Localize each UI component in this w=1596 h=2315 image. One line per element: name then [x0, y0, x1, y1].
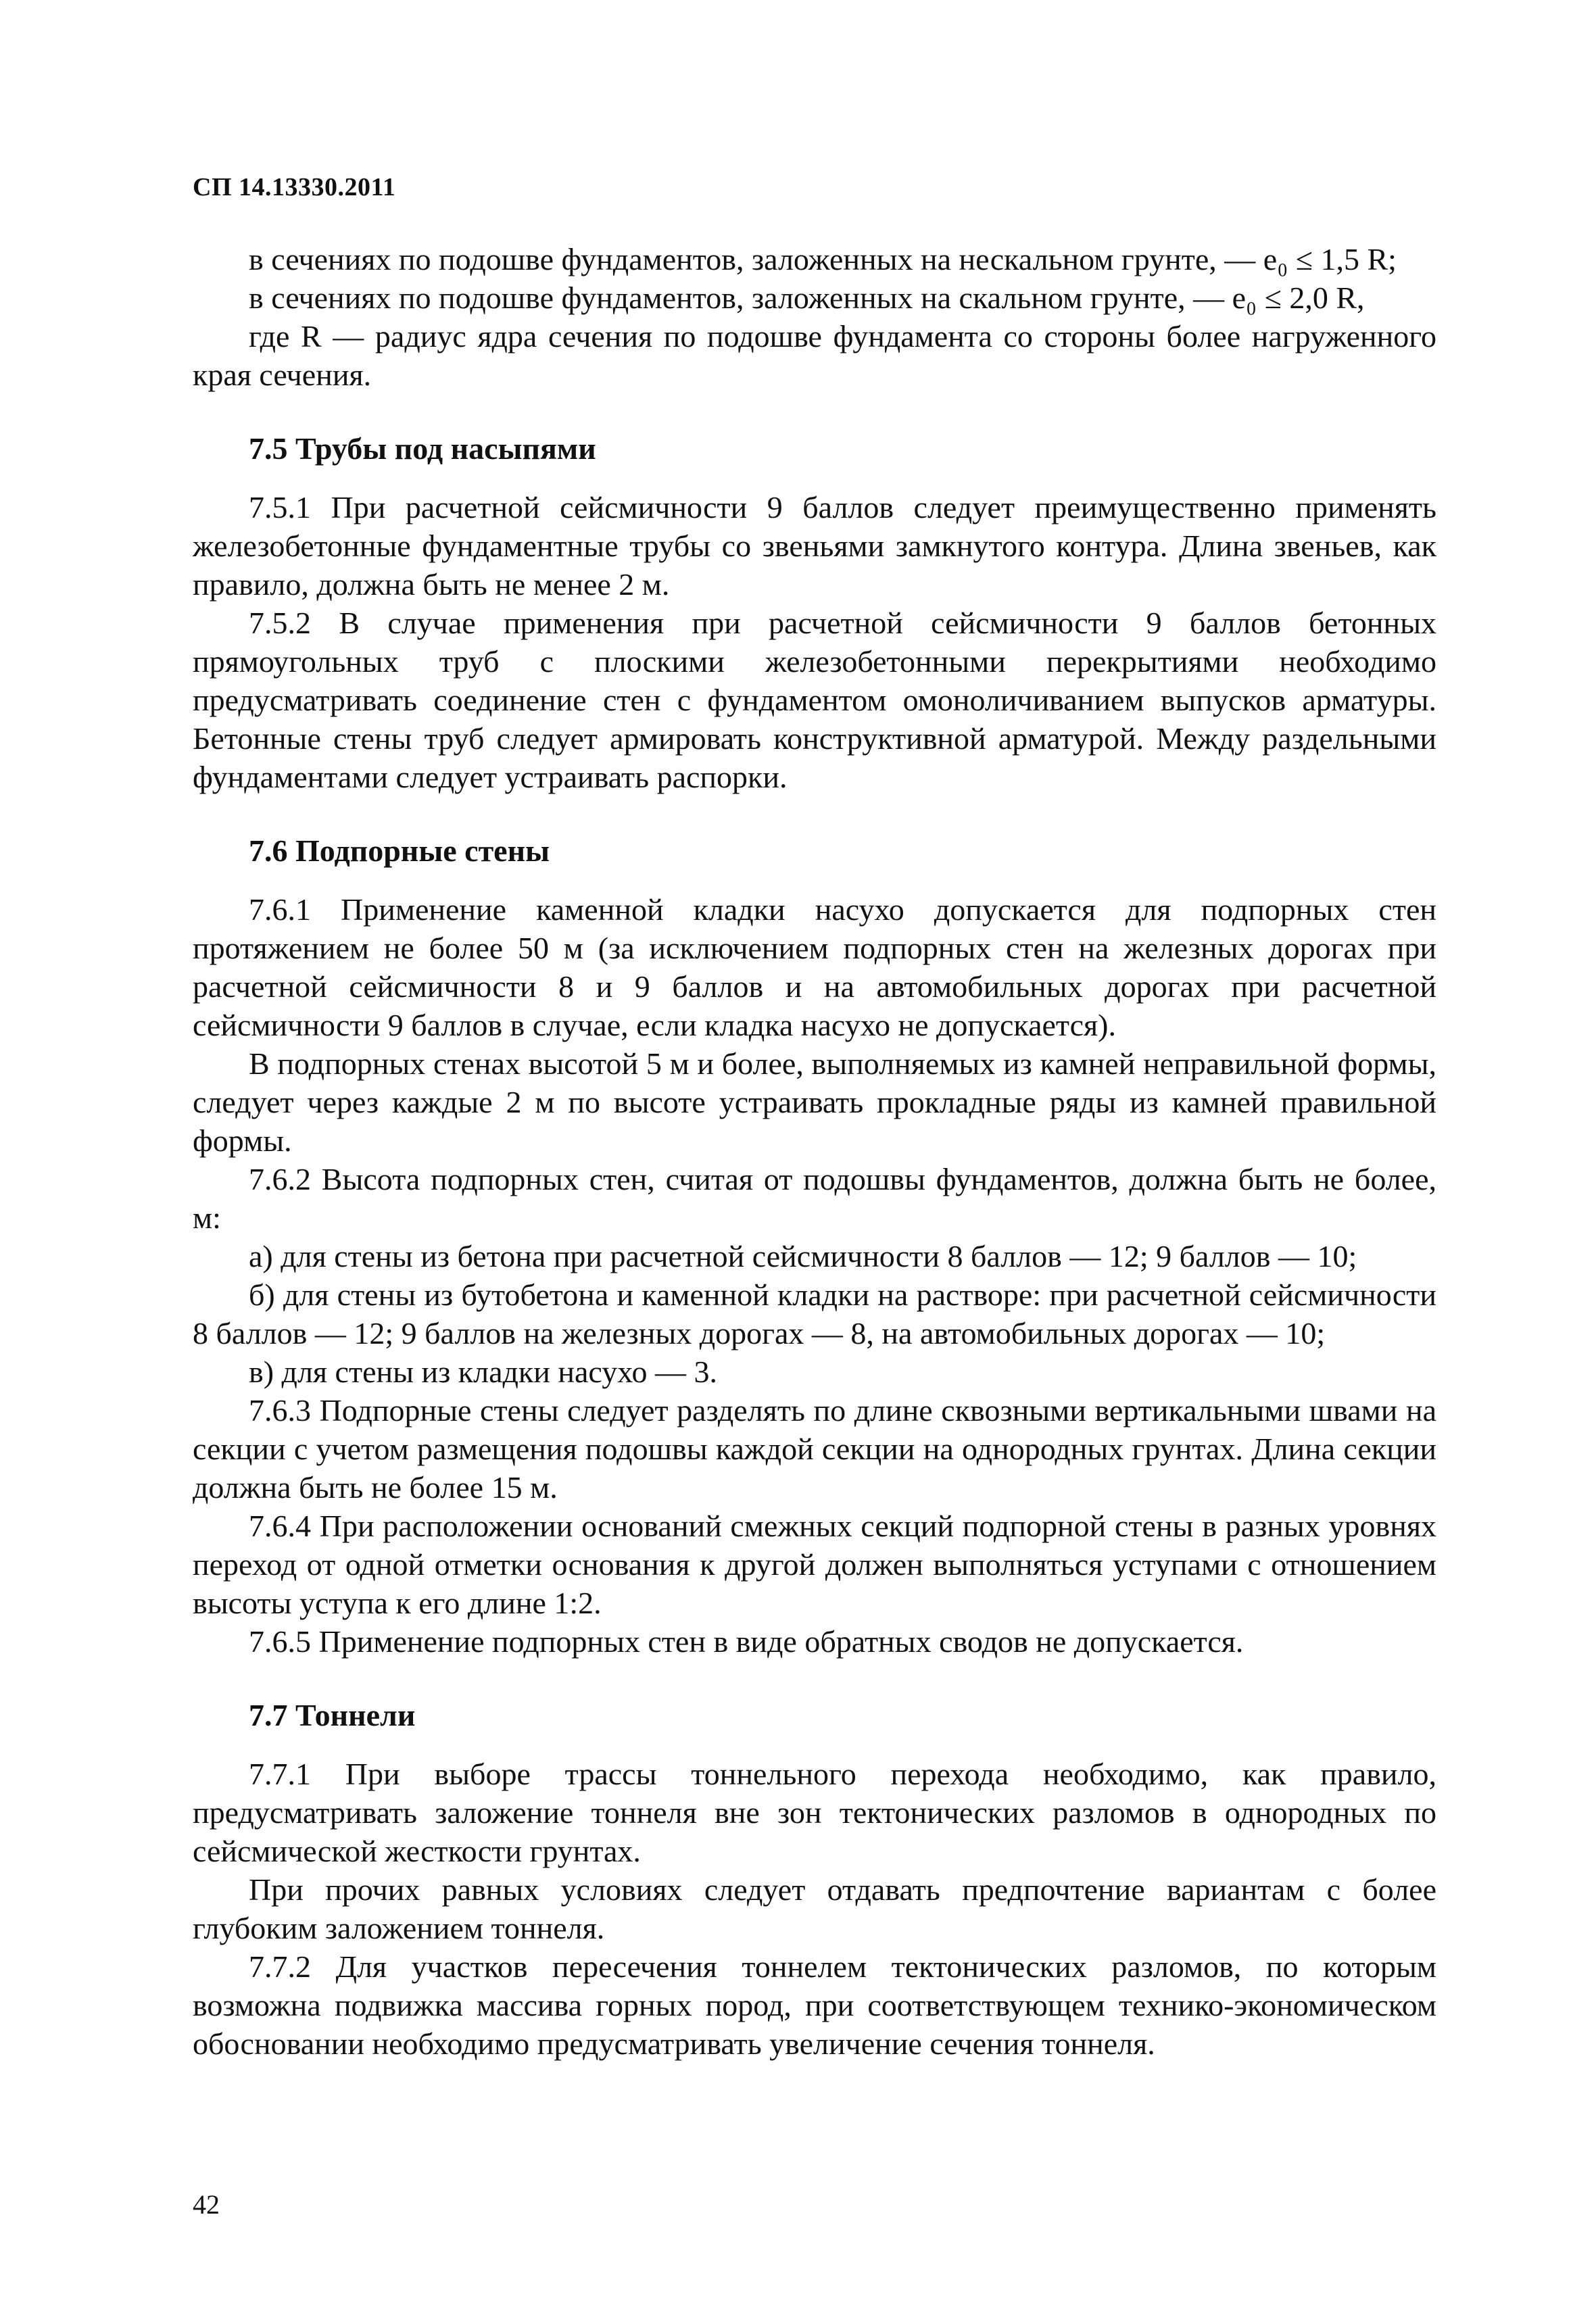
paragraph-7-5-1: 7.5.1 При расчетной сейсмичности 9 баллов следует преимущественно применять железобетонные фундаментные трубы со звеньями замкнутого контура. Длина звеньев, как правило, должна быть не менее 2 м. — [193, 490, 1436, 602]
intro-line-3: где R — радиус ядра сечения по подошве фундамента со стороны более нагруженного края сечения. — [193, 319, 1436, 392]
paragraph-7-7-1: 7.7.1 При выборе трассы тоннельного перехода необходимо, как правило, предусматривать заложение тоннеля вне зон тектонических разломов в однородных по сейсмической жесткости грунтах. — [193, 1757, 1436, 1868]
paragraph-7-6-1-cont: В подпорных стенах высотой 5 м и более, выполняемых из камней неправильной формы, следует через каждые 2 м по высоте устраивать прокладные ряды из камней правильной формы. — [193, 1046, 1436, 1158]
paragraph-7-6-3: 7.6.3 Подпорные стены следует разделять по длине сквозными вертикальными швами на секции с учетом размещения подошвы каждой секции на однородных грунтах. Длина секции должна быть не более 15 м. — [193, 1393, 1436, 1505]
list-item-a: а) для стены из бетона при расчетной сейсмичности 8 баллов — 12; 9 баллов — 10; — [249, 1239, 1357, 1273]
intro-line-2: в сечениях по подошве фундаментов, заложенных на скальном грунте, — e₀ ≤ 2,0 R, — [249, 281, 1365, 315]
document-body — [193, 240, 1436, 2063]
page-number: 42 — [193, 2189, 220, 2220]
paragraph-7-6-4: 7.6.4 При расположении оснований смежных секций подпорной стены в разных уровнях переход от одной отметки основания к другой должен выполняться уступами с отношением высоты уступа к его длине 1:2. — [193, 1509, 1436, 1620]
paragraph-7-7-2: 7.7.2 Для участков пересечения тоннелем тектонических разломов, по которым возможна подвижка массива горных пород, при соответствующем технико-экономическом обосновании необходимо предусматривать увеличение сечения тоннеля. — [193, 1949, 1436, 2061]
intro-line-1: в сечениях по подошве фундаментов, заложенных на нескальном грунте, — e₀ ≤ 1,5 R; — [249, 242, 1397, 276]
document-code: СП 14.13330.2011 — [193, 173, 396, 201]
list-item-c: в) для стены из кладки насухо — 3. — [249, 1355, 717, 1389]
paragraph-7-5-2: 7.5.2 В случае применения при расчетной сейсмичности 9 баллов бетонных прямоугольных труб с плоскими железобетонными перекрытиями необходимо предусматривать соединение стен с фундаментом омоноличиванием выпусков арматуры. Бетонные стены труб следует армировать конструктивной арматурой. Между раздельными фундаментами следует устраивать распорки. — [193, 606, 1436, 794]
paragraph-7-6-5: 7.6.5 Применение подпорных стен в виде обратных сводов не допускается. — [249, 1624, 1244, 1659]
paragraph-7-6-1: 7.6.1 Применение каменной кладки насухо допускается для подпорных стен протяжением не более 50 м (за исключением подпорных стен на железных дорогах при расчетной сейсмичности 8 и 9 баллов и на автомобильных дорогах при расчетной сейсмичности 9 баллов в случае, если кладка насухо не допускается). — [193, 892, 1436, 1042]
section-7-6-title: 7.6 Подпорные стены — [249, 833, 550, 868]
paragraph-7-6-2: 7.6.2 Высота подпорных стен, считая от подошвы фундаментов, должна быть не более, м: — [193, 1162, 1436, 1235]
list-item-b: б) для стены из бутобетона и каменной кладки на растворе: при расчетной сейсмичности 8 баллов — 12; 9 баллов на железных дорогах — 8, на автомобильных дорогах — 10; — [193, 1277, 1436, 1350]
section-7-5-title: 7.5 Трубы под насыпями — [249, 431, 596, 466]
paragraph-7-7-1-cont: При прочих равных условиях следует отдавать предпочтение вариантам с более глубоким заложением тоннеля. — [193, 1872, 1436, 1945]
section-7-7-title: 7.7 Тоннели — [249, 1698, 416, 1732]
